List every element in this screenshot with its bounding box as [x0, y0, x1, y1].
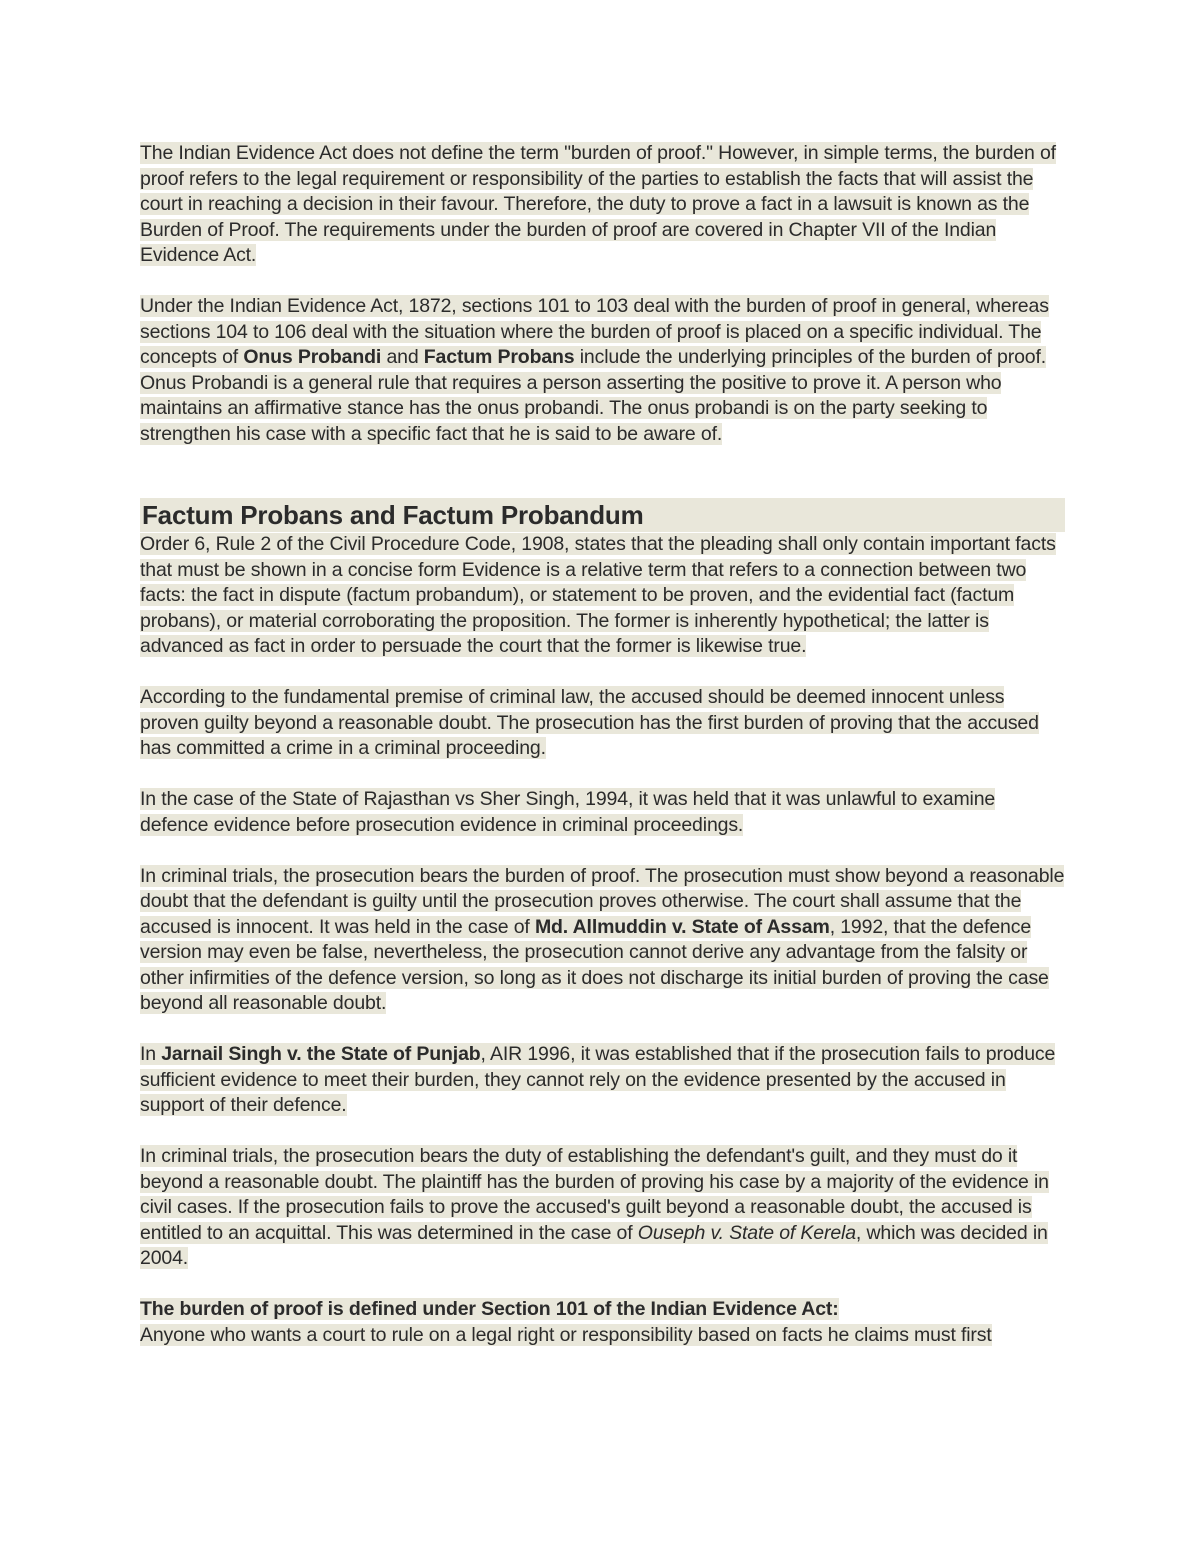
section-paragraph-4-text-c: , 1992, that the defence version may even be false, nevertheless, the prosecution cannot derive any advantage from the falsity or other infirmities of the defence version, so long as it does not discharge its initial burden of proving the case beyond all reasonable doubt.	[140, 915, 1049, 1014]
section-heading: Factum Probans and Factum Probandum	[140, 498, 1065, 532]
section-paragraph-6-text-c: , which was decided in 2004.	[140, 1221, 1048, 1269]
section-paragraph-2-text: According to the fundamental premise of criminal law, the accused should be deemed innocent unless proven guilty beyond a reasonable doubt. The prosecution has the first burden of proving that the accused has committed a crime in a criminal proceeding.	[140, 686, 1039, 759]
document-page	[140, 141, 1065, 1374]
section-paragraph-5	[140, 1042, 1065, 1119]
intro-paragraph-2-text-a: Under the Indian Evidence Act, 1872, sections 101 to 103 deal with the burden of proof in general, whereas sections 104 to 106 deal with the situation where the burden of proof is placed on a specific individual. The concepts of	[140, 295, 1049, 368]
case-allmuddin: Md. Allmuddin v. State of Assam	[534, 915, 830, 938]
intro-paragraph-2-text-c: include the underlying principles of the burden of proof. Onus Probandi is a general rule that requires a person asserting the positive to prove it. A person who maintains an affirmative stance has the onus probandi. The onus probandi is on the party seeking to strengthen his case with a specific fact that he is said to be aware of.	[140, 346, 1047, 445]
section-101-body-text: Anyone who wants a court to rule on a legal right or responsibility based on facts he claims must first	[140, 1323, 992, 1346]
section-paragraph-5-text-c: , AIR 1996, it was established that if the prosecution fails to produce sufficient evidence to meet their burden, they cannot rely on the evidence presented by the accused in support of their defence.	[140, 1043, 1056, 1116]
intro-paragraph-1	[140, 141, 1065, 269]
section-101-title-text: The burden of proof is defined under Section 101 of the Indian Evidence Act:	[140, 1298, 839, 1320]
case-jarnail-singh: Jarnail Singh v. the State of Punjab	[161, 1043, 481, 1065]
section-101-title	[140, 1297, 1065, 1323]
section-paragraph-1-text: Order 6, Rule 2 of the Civil Procedure Code, 1908, states that the pleading shall only contain important facts that must be shown in a concise form Evidence is a relative term that refers to a connection between two facts: the fact in dispute (factum probandum), or statement to be proven, and the evidential fact (factum probans), or material corroborating the proposition. The former is inherently hypothetical; the latter is advanced as fact in order to persuade the court that the former is likewise true.	[140, 533, 1056, 657]
section-paragraph-4-text-a: In criminal trials, the prosecution bears the burden of proof. The prosecution must show beyond a reasonable doubt that the defendant is guilty until the prosecution proves otherwise. The court shall assume that the accused is innocent. It was held in the case of	[140, 864, 1065, 938]
section-paragraph-6	[140, 1144, 1065, 1272]
section-paragraph-6-text-a: In criminal trials, the prosecution bears the duty of establishing the defendant's guilt, and they must do it beyond a reasonable doubt. The plaintiff has the burden of proving his case by a majority of the evidence in civil cases. If the prosecution fails to prove the accused's guilt beyond a reasonable doubt, the accused is entitled to an acquittal. This was determined in the case of	[140, 1145, 1049, 1244]
case-ouseph: Ouseph v. State of Kerela	[637, 1221, 856, 1244]
section-paragraph-3-text: In the case of the State of Rajasthan vs Sher Singh, 1994, it was held that it was unlawful to examine defence evidence before prosecution evidence in criminal proceedings.	[140, 788, 996, 836]
section-paragraph-2	[140, 685, 1065, 762]
intro-paragraph-2	[140, 294, 1065, 447]
intro-paragraph-2-text-and: and	[381, 346, 424, 368]
term-factum-probans: Factum Probans	[423, 346, 575, 368]
section-101-body	[140, 1323, 1065, 1349]
section-paragraph-3	[140, 787, 1065, 838]
term-onus-probandi: Onus Probandi	[243, 346, 382, 368]
section-paragraph-1	[140, 532, 1065, 660]
intro-paragraph-1-text: The Indian Evidence Act does not define the term "burden of proof." However, in simple terms, the burden of proof refers to the legal requirement or responsibility of the parties to establish the facts that will assist the court in reaching a decision in their favour. Therefore, the duty to prove a fact in a lawsuit is known as the Burden of Proof. The requirements under the burden of proof are covered in Chapter VII of the Indian Evidence Act.	[140, 142, 1056, 266]
section-paragraph-4	[140, 864, 1065, 1017]
section-paragraph-5-text-a: In	[140, 1043, 162, 1065]
